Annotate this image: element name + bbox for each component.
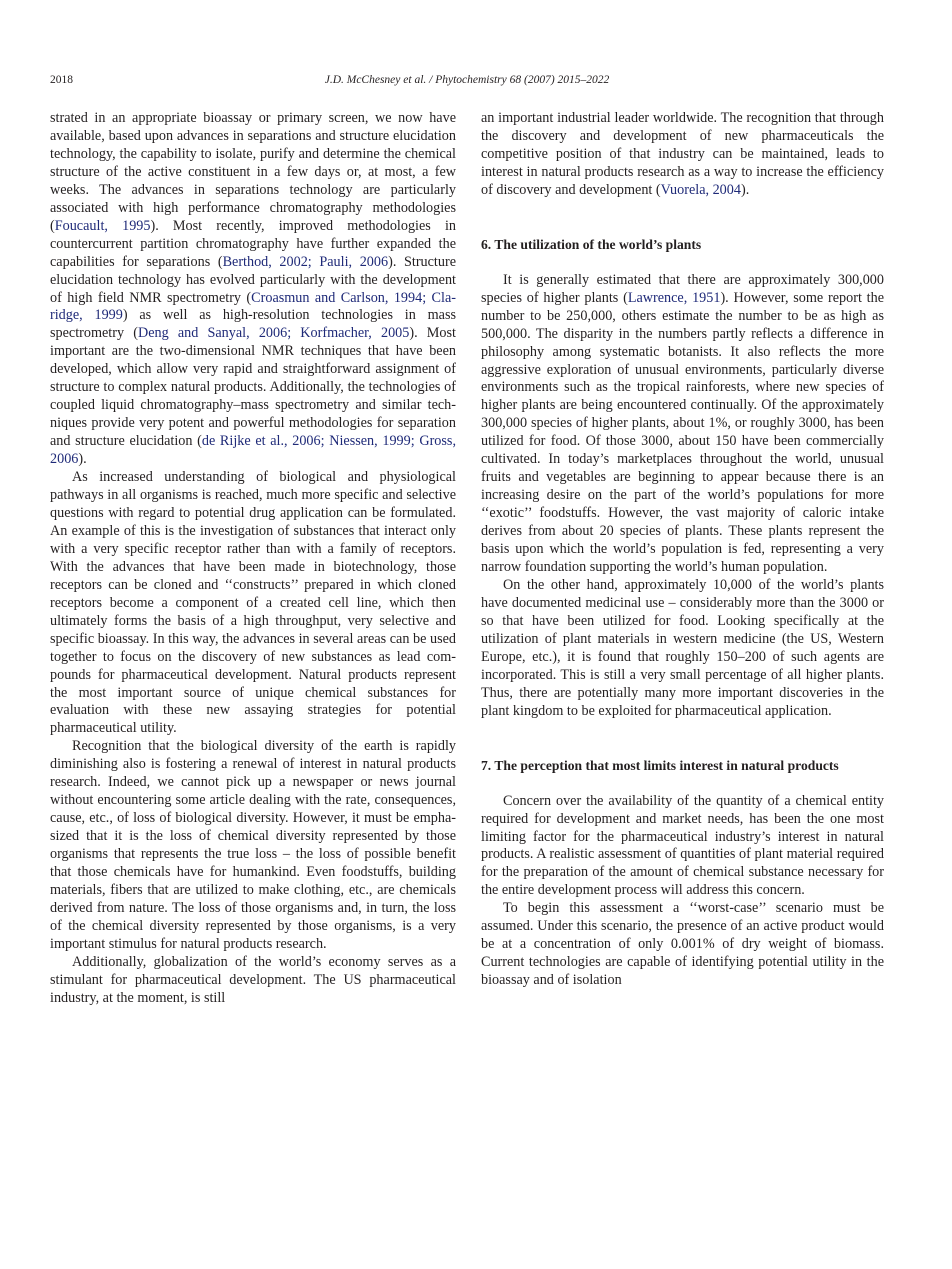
paragraph — [481, 110, 884, 200]
citation-link[interactable]: Deng and Sanyal, 2006; Korfmacher, 2005 — [137, 325, 410, 342]
text-run: ). Structure elucidation technology has evolved particularly with the development of high field NMR spectrometry ( — [50, 253, 456, 306]
right-column — [481, 110, 884, 990]
text-run: ). Most important are the two-dimensional NMR techniques that have been developed, which allow very rapid and straightforward assignment of structure to complex natural products. Additionally, the technologies of coupled liquid chromatography–mass spectrometry and similar techniques provide very potent and powerful methodologies for separation and structure elucidation ( — [50, 325, 456, 450]
spacer — [481, 721, 884, 757]
text-run: ). However, some report the number to be 250,000, others estimate the number to be as high as 500,000. The disparity in the numbers partly reflects a difference in philosophy among systematic botanists. It also reflects the more aggressive exploration of unusual environments, particularly diverse environments such as the tropical rainforests, where new species of higher plants are being encountered continually. Of the approximately 300,000 species of higher plants, about 1%, or roughly 3000, has been utilized for food. Of those 3000, about 150 have been commercially cultivated. In today’s marketplaces throughout the world, unusual fruits and vegetables are beginning to appear because there is an increasing desire on the part of the world’s populations for more ‘‘exotic’’ foodstuffs. However, the vast majority of caloric intake derives from about 20 species of plants. These plants represent the basis upon which the world’s population is fed, representing a very narrow foundation supporting the world’s human population. — [481, 289, 885, 576]
section-heading: 6. The utilization of the world’s plants — [481, 236, 702, 252]
text-run: ) as well as high-resolution technologies in mass spectrometry ( — [50, 307, 456, 342]
left-column — [50, 110, 456, 1008]
paragraph: Concern over the availability of the quantity of a chemical entity required for development and market needs, has been the one most limiting factor for the pharmaceutical industry’s interest in natural products. A realistic assessment of quantities of plant material required for the preparation of the amount of chemical substance necessary for the entire development process will address this concern. — [481, 792, 884, 899]
running-head: J.D. McChesney et al. / Phytochemistry 68 (2007) 2015–2022 — [324, 74, 610, 86]
spacer — [481, 254, 884, 272]
spacer — [481, 775, 884, 793]
text-run: an important industrial leader worldwide. The recognition that through the discovery and development of new pharmaceuticals the competitive position of that industry can be maintained, leads to interest in natural products research as a way to increase the efficiency of discovery and development ( — [481, 110, 884, 198]
citation-link[interactable]: Lawrence, 1951 — [627, 289, 721, 306]
paragraph: Recognition that the biological diversity of the earth is rapidly diminishing also is fostering a renewal of interest in natural products research. Indeed, we cannot pick up a newspaper or news journal without encountering some article dealing with the rate, consequences, cause, etc., of loss of biological diversity. However, it must be emphasized that it is the loss of chemical diversity represented by those organisms that represents the true loss – the loss of possible benefit that those chemicals have for humankind. Even foodstuffs, building materials, fibers that are utilized to make clothing, etc., are chemicals derived from nature. The loss of those organisms and, in turn, the loss of the chemical diversity represented by those organisms, is a very important stimulus for natural products research. — [50, 738, 456, 952]
page-header — [50, 74, 884, 90]
paragraph: On the other hand, approximately 10,000 of the world’s plants have documented medicinal use – considerably more than the 3000 or so that have been utilized for food. Looking specifically at the utilization of plant materials in western medicine (the US, Western Europe, etc.), it is found that roughly 150–200 of such agents are incorporated. This is still a very small percentage of all higher plants. Thus, there are potentially many more important discoveries in the plant kingdom to be exploited for pharmaceutical application. — [481, 576, 884, 719]
paragraph: Additionally, globalization of the world’s economy serves as a stimulant for pharmaceutical development. The US pharmaceutical industry, at the moment, is still — [50, 953, 456, 1006]
text-run: ). — [78, 451, 87, 468]
spacer — [481, 200, 884, 236]
citation-link[interactable]: de Rijke et al., 2006; Niessen, 1999; Gross, 2006 — [50, 433, 456, 468]
text-run: ). — [740, 181, 750, 198]
citation-link[interactable]: Berthod, 2002; Pauli, 2006 — [222, 253, 389, 270]
paragraph: As increased understanding of biological and physiological pathways in all organisms is reached, much more specific and selective questions with regard to potential drug application can be formulated. An example of this is the investigation of substances that interact only with a very specific receptor rather than with a family of receptors. With the advances that have been made in biotechnology, those receptors can be cloned and ‘‘constructs’’ prepared in which cloned receptors become a component of a created cell line, which then ultimately forms the basis of a high throughput, very selective and specific bioassay. In this way, the advances in several areas can be used together to focus on the discovery of new substances as lead compounds for pharmaceutical development. Natural products represent the most important source of unique chemical substances for evaluation with these new assaying strategies for potential pharmaceutical utility. — [50, 469, 456, 737]
section-heading: 7. The perception that most limits interest in natural products — [481, 757, 839, 773]
citation-link[interactable]: Vuorela, 2004 — [660, 181, 741, 198]
text-run: It is generally estimated that there are approximately 300,000 species of higher plants ( — [481, 271, 884, 306]
paragraph: To begin this assessment a ‘‘worst-case’’ scenario must be assumed. Under this scenario, the presence of an active product would be at a concentration of only 0.001% of dry weight of biomass. Current technologies are capable of identifying potential utility in the bioassay and of isolation — [481, 900, 884, 989]
paragraph — [481, 272, 884, 577]
text-run: ). Most recently, improved methodologies in countercurrent partition chromatography have further expanded the capabilities for separations ( — [50, 217, 457, 270]
paragraph — [50, 110, 456, 469]
citation-link[interactable]: Foucault, 1995 — [54, 217, 151, 234]
page-number: 2018 — [50, 74, 73, 86]
citation-link[interactable]: Croasmun and Carlson, 1994; Claridge, 1999 — [50, 289, 456, 324]
text-run: strated in an appropriate bioassay or primary screen, we now have available, based upon advances in separations and structure elucidation technology, the capability to isolate, purify and determine the chemical structure of the active constituent in a few days or, at most, a few weeks. The advances in separations technology are particularly associated with high performance chromatography methodologies ( — [50, 110, 456, 234]
